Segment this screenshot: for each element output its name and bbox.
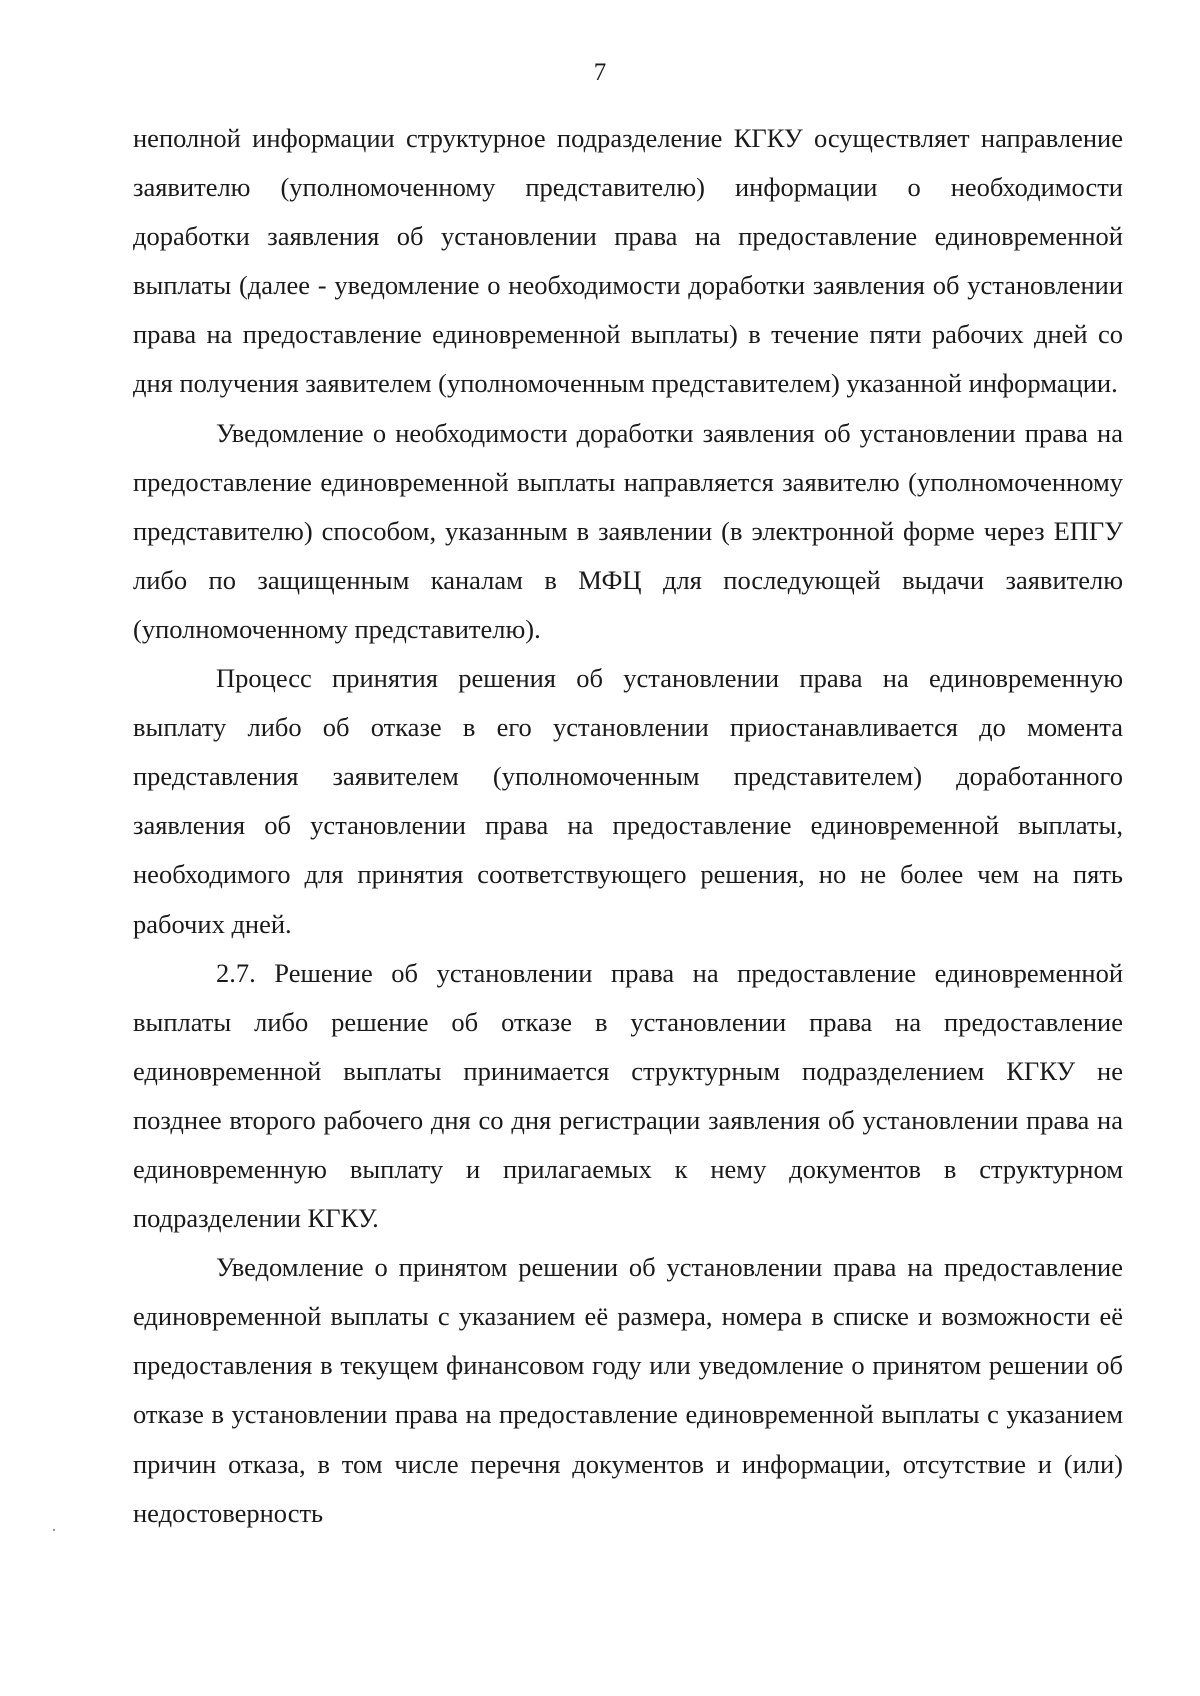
paragraph-section-2-7: 2.7. Решение об установлении права на предоставление единовременной выплаты либо решение об отказе в установлении права на предоставление единовременной выплаты принимается структурным подразделением КГКУ не позднее второго рабочего дня со дня регистрации заявления об установлении права на единовременную выплату и прилагаемых к нему документов в структурном подразделении КГКУ.	[133, 957, 1123, 1234]
paragraph-continuation: неполной информации структурное подразделение КГКУ осуществляет направление заявителю (уполномоченному представителю) информации о необходимости доработки заявления об установлении права на предоставление единовременной выплаты (далее - уведомление о необходимости доработки заявления об установлении права на предоставление единовременной выплаты) в течение пяти рабочих дней со дня получения заявителем (уполномоченным представителем) указанной информации.	[133, 123, 1123, 399]
paragraph-notification-method: Уведомление о необходимости доработки заявления об установлении права на предоставление единовременной выплаты направляется заявителю (уполномоченному представителю) способом, указанным в заявлении (в электронной форме через ЕПГУ либо по защищенным каналам в МФЦ для последующей выдачи заявителю (уполномоченному представителю).	[133, 417, 1123, 644]
paragraph-decision-notification: Уведомление о принятом решении об установлении права на предоставление единовременной выплаты с указанием её размера, номера в списке и возможности её предоставления в текущем финансовом году или уведомление о принятом решении об отказе в установлении права на предоставление единовременной выплаты с указанием причин отказа, в том числе перечня документов и информации, отсутствие и (или) недостоверность	[133, 1252, 1123, 1528]
paragraph-process-suspension: Процесс принятия решения об установлении права на единовременную выплату либо об отказе в его установлении приостанавливается до момента представления заявителем (уполномоченным представителем) доработанного заявления об установлении права на предоставление единовременной выплаты, необходимого для принятия соответствующего решения, но не более чем на пять рабочих дней.	[133, 663, 1123, 939]
document-body	[133, 114, 1123, 1538]
page-number: 7	[593, 59, 607, 86]
scan-artifact-dot	[53, 1529, 55, 1531]
